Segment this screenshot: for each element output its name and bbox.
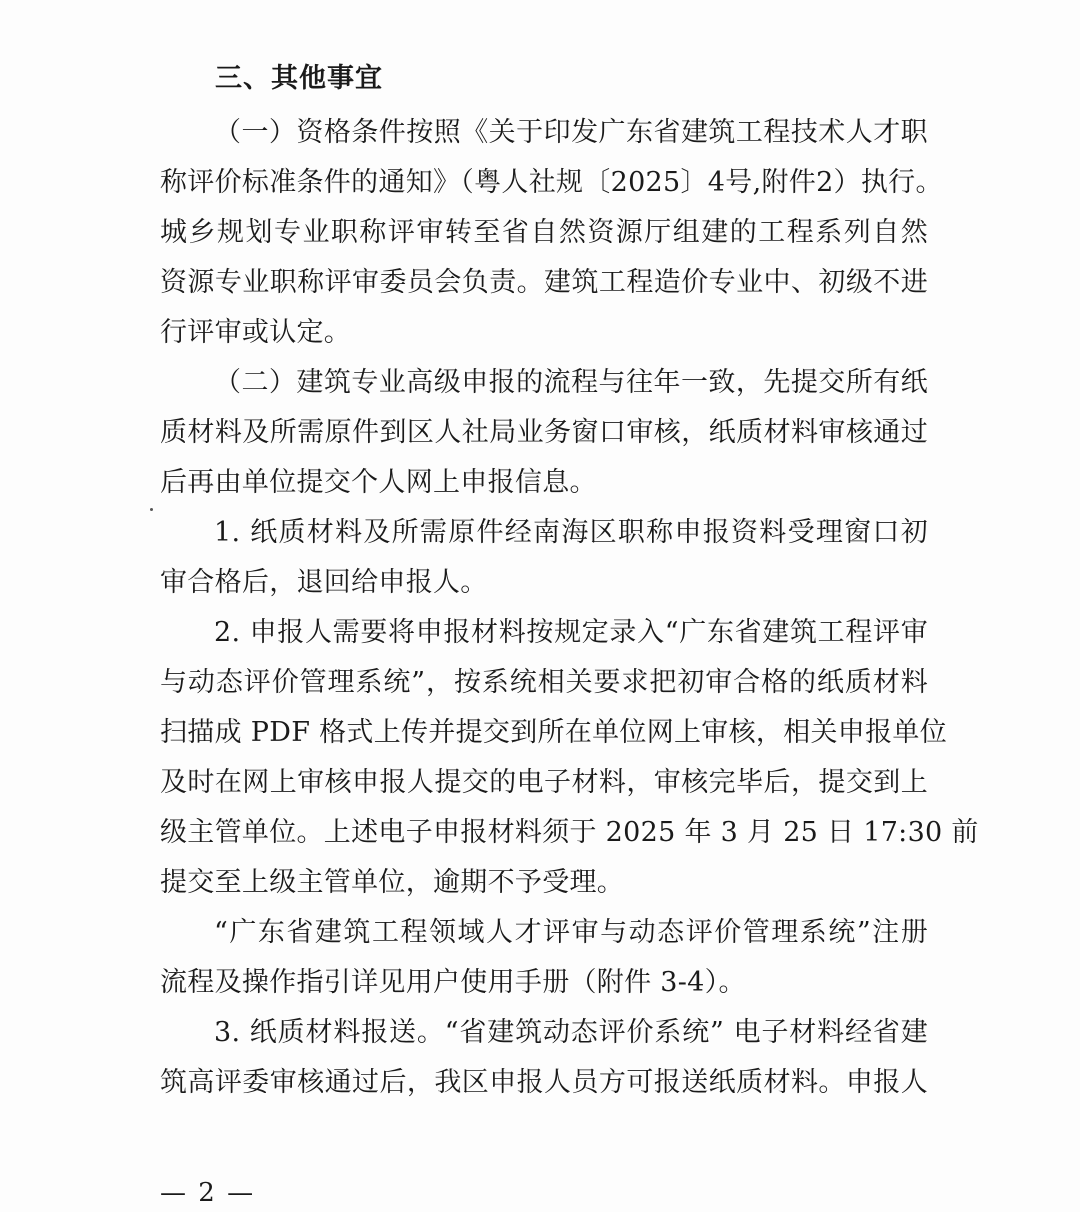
paragraph-line: 城乡规划专业职称评审转至省自然资源厅组建的工程系列自然	[160, 217, 928, 248]
section-heading: 三、其他事宜	[215, 63, 383, 94]
paragraph-line: 级主管单位。上述电子申报材料须于 2025 年 3 月 25 日 17:30 前	[160, 817, 979, 848]
paragraph-line: 扫描成 PDF 格式上传并提交到所在单位网上审核，相关申报单位	[160, 717, 948, 748]
paragraph-line: 流程及操作指引详见用户使用手册（附件 3-4）。	[160, 967, 746, 998]
paragraph-line: 2. 申报人需要将申报材料按规定录入“广东省建筑工程评审	[214, 617, 928, 648]
paragraph-line: 后再由单位提交个人网上申报信息。	[160, 467, 597, 498]
paragraph-line: 资源专业职称评审委员会负责。建筑工程造价专业中、初级不进	[160, 267, 928, 298]
paragraph-line: 提交至上级主管单位，逾期不予受理。	[160, 867, 625, 898]
scan-speck	[150, 508, 153, 511]
paragraph-line: 筑高评委审核通过后，我区申报人员方可报送纸质材料。申报人	[160, 1067, 928, 1098]
paragraph-line: 称评价标准条件的通知》（粤人社规〔2025〕4号,附件2）执行。	[160, 167, 943, 198]
paragraph-line: 与动态评价管理系统”，按系统相关要求把初审合格的纸质材料	[160, 667, 928, 698]
page-number: — 2 —	[160, 1178, 256, 1208]
paragraph-line: 质材料及所需原件到区人社局业务窗口审核，纸质材料审核通过	[160, 417, 928, 448]
paragraph-line: （二）建筑专业高级申报的流程与往年一致，先提交所有纸	[214, 367, 928, 398]
paragraph-line: 1. 纸质材料及所需原件经南海区职称申报资料受理窗口初	[214, 517, 928, 548]
paragraph-line: 行评审或认定。	[160, 317, 352, 348]
paragraph-line: “广东省建筑工程领域人才评审与动态评价管理系统”注册	[214, 917, 928, 948]
paragraph-line: （一）资格条件按照《关于印发广东省建筑工程技术人才职	[214, 117, 928, 148]
paragraph-line: 3. 纸质材料报送。“省建筑动态评价系统” 电子材料经省建	[214, 1017, 928, 1048]
paragraph-line: 及时在网上审核申报人提交的电子材料，审核完毕后，提交到上	[160, 767, 928, 798]
paragraph-line: 审合格后，退回给申报人。	[160, 567, 488, 598]
